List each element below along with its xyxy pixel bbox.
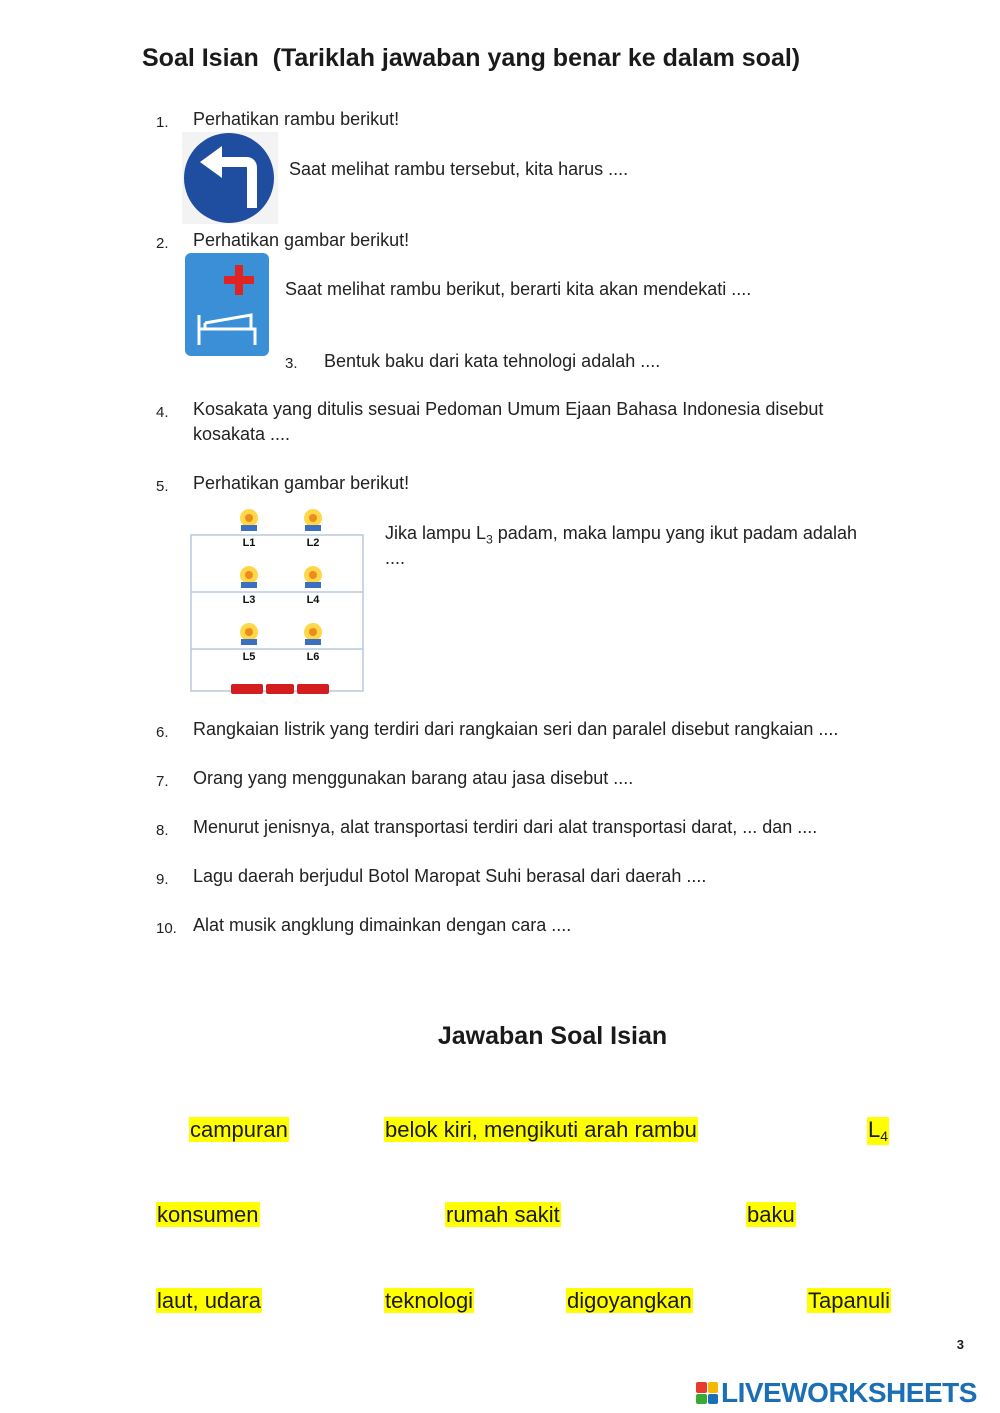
liveworksheets-badge-icon bbox=[696, 1382, 718, 1404]
question-2-sub: Saat melihat rambu berikut, berarti kita akan mendekati .... bbox=[285, 279, 752, 299]
answer-digoyangkan[interactable]: digoyangkan bbox=[567, 1288, 692, 1313]
question-4-text-continued: kosakata .... bbox=[193, 424, 291, 444]
lamp-2-label: L2 bbox=[306, 537, 320, 549]
answer-rumah-sakit[interactable]: rumah sakit bbox=[446, 1202, 560, 1227]
circuit-diagram bbox=[183, 504, 369, 698]
answer-belok-kiri[interactable]: belok kiri, mengikuti arah rambu bbox=[385, 1117, 697, 1142]
question-10-text: Alat musik angklung dimainkan dengan cara .... bbox=[193, 915, 572, 935]
question-5-sub-pre: Jika lampu L bbox=[385, 523, 487, 543]
answer-l4-letter: L bbox=[868, 1117, 881, 1142]
question-10-number: 10. bbox=[156, 920, 177, 937]
lamp-6-label: L6 bbox=[306, 651, 320, 663]
page-number: 3 bbox=[956, 1337, 964, 1352]
question-1-text: Perhatikan rambu berikut! bbox=[193, 109, 400, 129]
question-7-number: 7. bbox=[156, 773, 169, 790]
lamp-5-icon bbox=[240, 623, 258, 645]
question-9-text: Lagu daerah berjudul Botol Maropat Suhi berasal dari daerah .... bbox=[193, 866, 707, 886]
question-9-number: 9. bbox=[156, 871, 169, 888]
question-2-number: 2. bbox=[156, 235, 169, 252]
answer-l4[interactable] bbox=[867, 1117, 889, 1145]
question-1-sub: Saat melihat rambu tersebut, kita harus .... bbox=[289, 159, 629, 179]
question-5-sub-continued: .... bbox=[385, 548, 406, 568]
liveworksheets-brand: LIVEWORKSHEETS bbox=[721, 1377, 977, 1408]
question-4-number: 4. bbox=[156, 404, 169, 421]
lamp-2-icon bbox=[304, 509, 322, 531]
answer-teknologi[interactable]: teknologi bbox=[385, 1288, 474, 1313]
question-8-number: 8. bbox=[156, 822, 169, 839]
turn-left-sign-icon bbox=[182, 132, 278, 224]
lamp-4-icon bbox=[304, 566, 322, 588]
lamp-3-icon bbox=[240, 566, 258, 588]
title-instruction: (Tariklah jawaban yang benar ke dalam soal) bbox=[272, 44, 801, 72]
lamp-4-label: L4 bbox=[306, 594, 320, 606]
answers-title bbox=[0, 1022, 1000, 1051]
answer-tapanuli[interactable]: Tapanuli bbox=[808, 1288, 890, 1313]
question-3-text: Bentuk baku dari kata tehnologi adalah .... bbox=[324, 351, 661, 371]
battery-icon bbox=[231, 684, 329, 694]
answer-campuran[interactable]: campuran bbox=[190, 1117, 288, 1142]
question-3-number: 3. bbox=[285, 355, 298, 372]
question-1-number: 1. bbox=[156, 114, 169, 131]
answer-laut-udara[interactable]: laut, udara bbox=[157, 1288, 261, 1313]
liveworksheets-logo[interactable] bbox=[696, 1377, 977, 1409]
answers-title-text: Jawaban Soal Isian bbox=[437, 1022, 668, 1050]
question-7-text: Orang yang menggunakan barang atau jasa disebut .... bbox=[193, 768, 634, 788]
question-4-text: Kosakata yang ditulis sesuai Pedoman Umum Ejaan Bahasa Indonesia disebut bbox=[193, 399, 824, 419]
question-5-number: 5. bbox=[156, 478, 169, 495]
question-8-text: Menurut jenisnya, alat transportasi terdiri dari alat transportasi darat, ... dan .... bbox=[193, 817, 818, 837]
hospital-sign-icon bbox=[185, 253, 269, 356]
lamp-3-label: L3 bbox=[242, 594, 256, 606]
lamp-6-icon bbox=[304, 623, 322, 645]
question-5-text: Perhatikan gambar berikut! bbox=[193, 473, 410, 493]
question-5-sub bbox=[385, 521, 857, 552]
page-title bbox=[142, 44, 800, 73]
answer-baku[interactable]: baku bbox=[747, 1202, 795, 1227]
lamp-1-icon bbox=[240, 509, 258, 531]
answer-konsumen[interactable]: konsumen bbox=[157, 1202, 259, 1227]
answer-l4-index: 4 bbox=[880, 1128, 889, 1144]
question-2-text: Perhatikan gambar berikut! bbox=[193, 230, 410, 250]
question-5-sub-post: padam, maka lampu yang ikut padam adalah bbox=[492, 523, 857, 543]
title-main: Soal Isian bbox=[142, 44, 259, 72]
lamp-5-label: L5 bbox=[242, 651, 256, 663]
question-6-text: Rangkaian listrik yang terdiri dari rangkaian seri dan paralel disebut rangkaian .... bbox=[193, 719, 839, 739]
lamp-1-label: L1 bbox=[242, 537, 256, 549]
question-5-sub-index: 3 bbox=[486, 532, 493, 547]
question-6-number: 6. bbox=[156, 724, 169, 741]
